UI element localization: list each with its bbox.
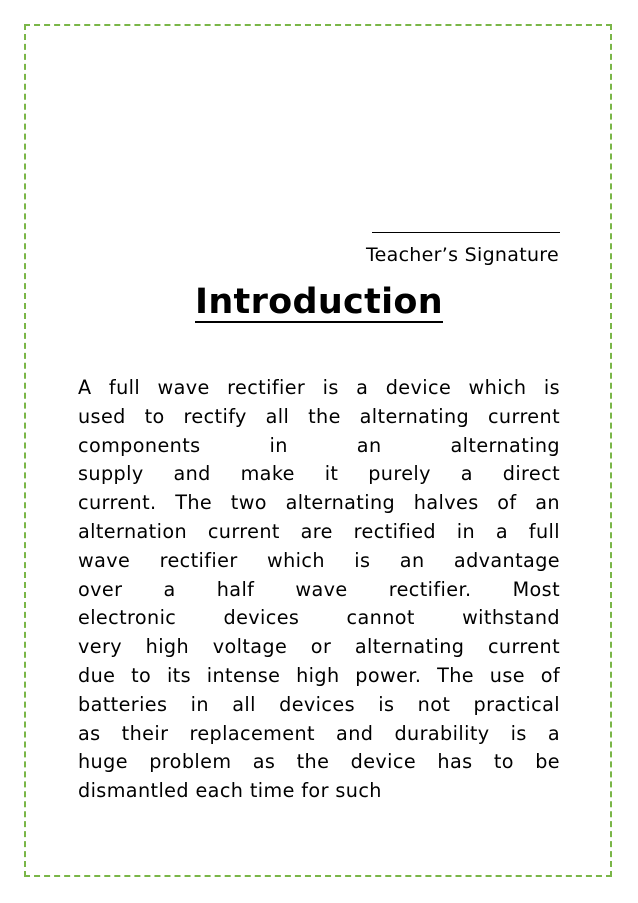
paragraph-line: very high voltage or alternating current [78,635,560,659]
section-heading-text: Introduction [195,282,443,322]
paragraph-line: current. The two alternating halves of an [78,491,560,515]
paragraph-line: alternation current are rectified in a full [78,519,560,543]
paragraph-line: huge problem as the device has to be [78,750,560,774]
paragraph-line: components in an alternating [78,433,560,457]
paragraph-line: batteries in all devices is not practical [78,692,560,716]
paragraph-line: over a half wave rectifier. Most [78,577,560,601]
paragraph-line: wave rectifier which is an advantage [78,548,560,572]
section-heading [0,280,638,324]
signature-label: Teacher’s Signature [365,244,559,266]
body-paragraph [78,374,560,806]
paragraph-line: dismantled each time for such [78,779,382,803]
signature-line [372,232,560,233]
paragraph-line: electronic devices cannot withstand [78,606,560,630]
paragraph-line: used to rectify all the alternating current [78,404,560,428]
paragraph-line: supply and make it purely a direct [78,462,560,486]
paragraph-line: A full wave rectifier is a device which is [78,376,560,399]
paragraph-line: as their replacement and durability is a [78,721,560,745]
paragraph-line: due to its intense high power. The use of [78,663,560,687]
